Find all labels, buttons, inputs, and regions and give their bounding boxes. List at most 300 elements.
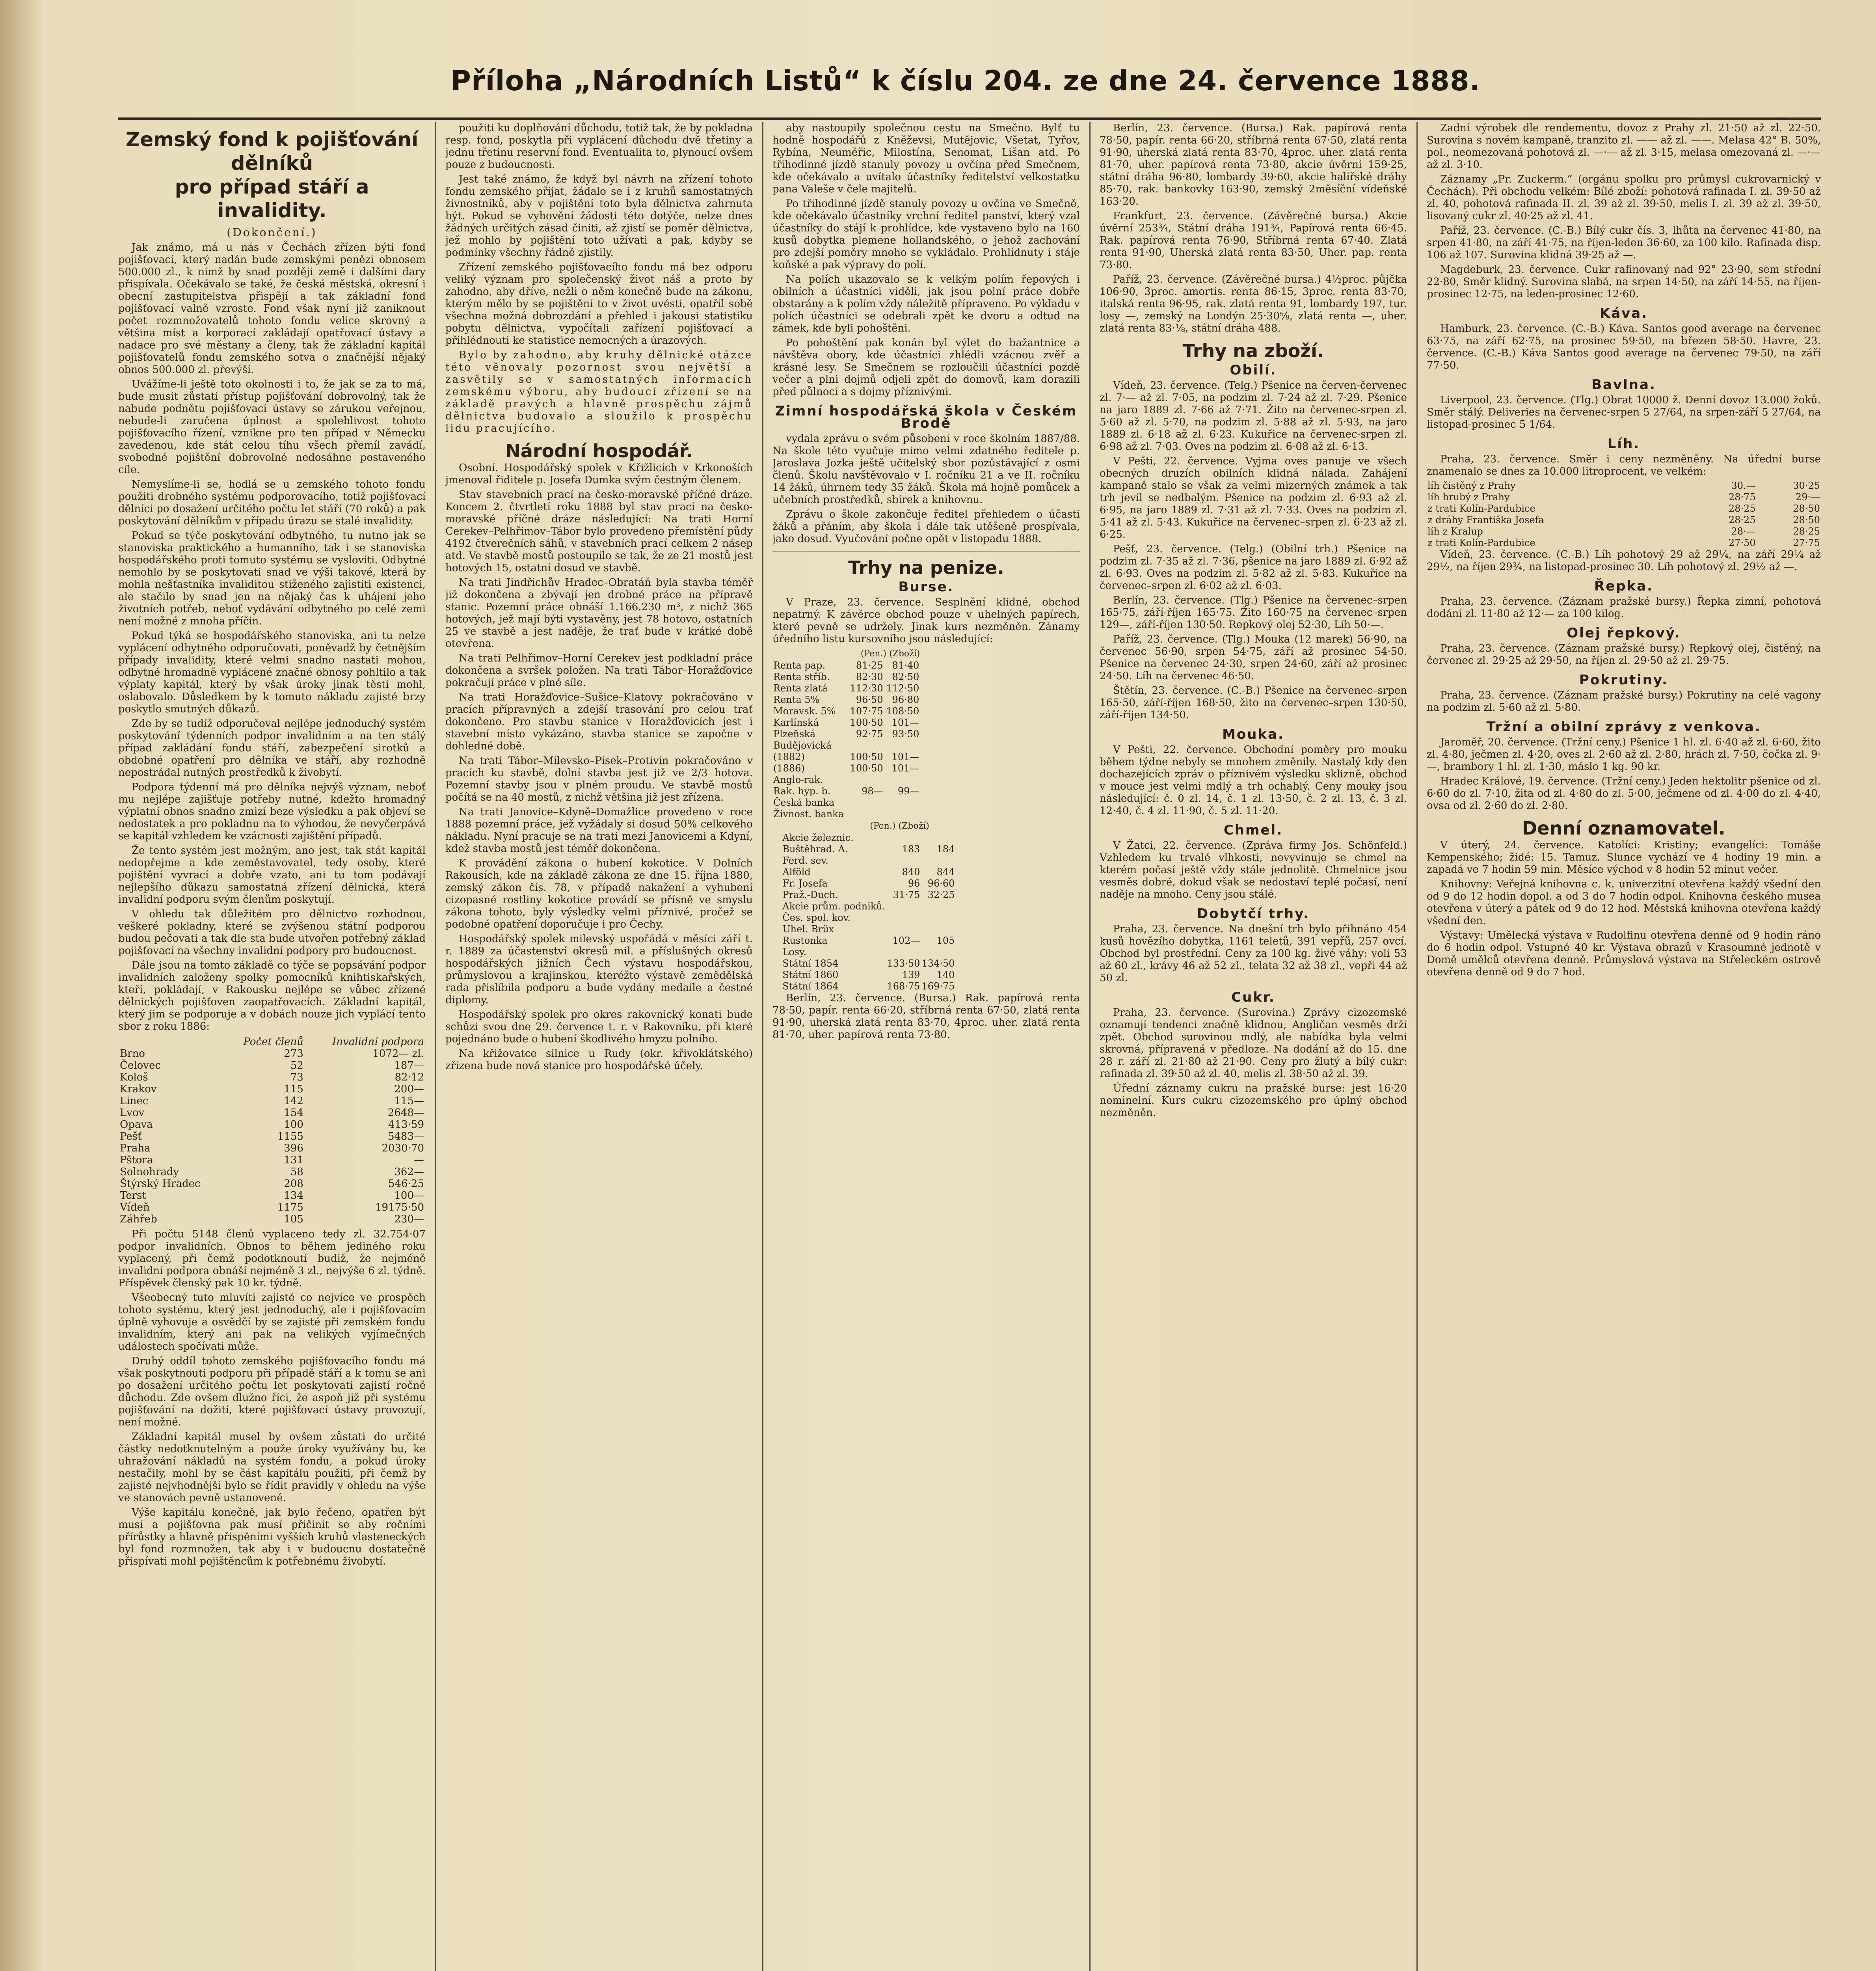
- quote-ask: 101—: [891, 717, 919, 728]
- quote-bid: 28·25: [1728, 503, 1756, 514]
- quote-name: Rustonka: [782, 935, 828, 946]
- paragraph: Že tento systém jest možným, ano jest, tak stát kapitál nedopřejme a kde zeměstavovatel, tedy osoby, které pojištění vyvrací a dobře vzato, ani tu tom podávají nejlepšího důkazu samostatná zřízení dělnická, která invalidní podporu svým členům poskytují.: [118, 845, 426, 905]
- table-row: [118, 1190, 426, 1202]
- members-cell: 73: [290, 1071, 303, 1083]
- paragraph: Praha, 23. července. Směr i ceny nezměněny. Na úřední burse znamenalo se dnes za 10.000 litroprocent, ve velkém:: [1427, 453, 1821, 477]
- paragraph: Praha, 23. července. (Záznam pražské bursy.) Repkový olej, čistěný, na červenec zl. 29·25 až 29·50, na říjen zl. 29·50 až zl. 29·75.: [1427, 643, 1821, 667]
- table-row: [118, 1213, 426, 1225]
- amount-cell: 1072— zl.: [372, 1048, 424, 1060]
- quote-ask: [921, 946, 955, 958]
- quote-name: Karlínská: [773, 717, 819, 728]
- quote-bid: 112·30: [850, 683, 883, 694]
- quote-ask: 96·60: [927, 878, 955, 889]
- quote-name: (1882): [773, 751, 805, 762]
- quote-name: Renta 5%: [773, 694, 820, 705]
- table-row: [118, 1142, 426, 1154]
- amount-cell: 187—: [394, 1060, 424, 1071]
- paragraph: Magdeburk, 23. července. Cukr rafinovaný nad 92° 23·90, sem střední 22·80, Směr klidný. Surovina slabá, na srpen 14·50, na září 14·55, na říjen-prosinec 12·75, na leden-prosinec 12·60.: [1427, 264, 1821, 300]
- quote-row: [772, 706, 920, 717]
- article-subtitle: (Dokončení.): [227, 226, 317, 239]
- table-row: [118, 1166, 426, 1178]
- paragraph: aby nastoupily společnou cestu na Smečno. Bylť tu hodně hospodářů z Kněževsi, Mutějovic, Všetat, Tyřov, Rybína, Neuměřic, Milostína, Senomat, Lišan atd. Po třihodinné jízdě stanuly povozy u ovčína před Smečnem, kde očekávalo a uvítalo účastníky ředitelství velkostatku pana Valeše v čele majitelů.: [772, 122, 1080, 195]
- page-margin-shadow: [0, 0, 43, 1971]
- quote-bid: 82·30: [856, 671, 883, 682]
- quote-row: [782, 958, 955, 969]
- quote-ask: 134·50: [921, 958, 955, 969]
- quote-ask: 93·50: [892, 728, 919, 740]
- market-quotes: [772, 648, 1080, 992]
- quote-ask: [921, 855, 955, 866]
- paragraph: Paříž, 23. července. (Závěrečné bursa.) 4½proc. půjčka 106·90, 3proc. amortis. renta 86·15, 3proc. renta 83·70, italská renta 96·95, rak. zlatá renta 91, lombardy 197, tur. losy —, zemský na Londýn 25·30⅝, zlatá renta —, uher. zlatá renta 83·⅛, státní dráha 488.: [1100, 274, 1407, 334]
- amount-cell: 115—: [394, 1095, 424, 1107]
- quote-row: [1427, 537, 1821, 549]
- quote-bid: [886, 912, 921, 924]
- subsection-title-mouka: Mouka.: [1222, 727, 1284, 742]
- paragraph: Hospodářský spolek milevský uspořádá v měsíci září t. r. 1889 za účastenství okresů mil. a příslušných okresů hospodářských jižních Čech výstavu hospodářskou, průmyslovou a krajinskou, kteréžto výstavě zemědělská rada přislíbila podporu a bude vydány medaile a čestné diplomy.: [445, 933, 753, 1006]
- page-header: [118, 47, 1813, 114]
- quote-name: z dráhy Františka Josefa: [1427, 514, 1544, 525]
- quote-bid: 133·50: [887, 958, 920, 969]
- quote-bid: [848, 774, 884, 786]
- paragraph: Vídeň, 23. července. (C.-B.) Líh pohotový 29 až 29¼, na září 29¼ až 29½, na říjen 29¾, na listopad-prosinec 30. Líh pohotový zl. 29½ až —.: [1427, 549, 1821, 573]
- members-cell: 105: [284, 1213, 303, 1225]
- city-cell: Praha: [120, 1142, 151, 1154]
- table-row: [118, 1178, 426, 1190]
- quote-ask: 101—: [891, 763, 919, 774]
- quote-name: Buštěhrad. A.: [782, 844, 848, 855]
- columns: [118, 122, 1821, 1971]
- city-cell: Štýrský Hradec: [120, 1178, 201, 1190]
- members-cell: 134: [284, 1190, 303, 1202]
- quote-bid: [848, 797, 884, 809]
- column-divider: [1089, 122, 1091, 1971]
- quote-name: Anglo-rak.: [773, 774, 823, 785]
- table-row: [118, 1071, 426, 1083]
- paragraph: Pešť, 23. července. (Telg.) (Obilní trh.) Pšenice na podzim zl. 7·35 až zl. 7·36, pšenice na jaro 1889 zl. 6·92 až zl. 6·93. Oves na podzim zl. 5·82 až zl. 5·83. Kukuřice na červenec–srpen zl. 6·02 až zl. 6·03.: [1100, 543, 1407, 592]
- members-cell: 131: [284, 1154, 303, 1166]
- quote-ask: [884, 774, 920, 786]
- subsection-title-cukr: Cukr.: [1231, 989, 1275, 1005]
- members-cell: 58: [290, 1166, 303, 1178]
- quote-name: (1886): [773, 763, 805, 774]
- city-cell: Pešť: [120, 1131, 142, 1142]
- quote-name: líh z Kralup: [1427, 526, 1483, 537]
- paragraph: Berlín, 23. července. (Tlg.) Pšenice na červenec–srpen 165·75, září-říjen 165·75. Žito 160·75 na červenec–srpen 129—, září-říjen 130·50. Repkový olej 52·30, Líh 50·—.: [1100, 594, 1407, 631]
- quote-row: [772, 809, 920, 820]
- quote-ask: 27·75: [1793, 537, 1820, 548]
- city-cell: Brno: [120, 1048, 145, 1060]
- quote-bid: [848, 809, 884, 820]
- quote-name: Akcie prům. podniků.: [782, 901, 886, 912]
- table-row: [118, 1154, 426, 1166]
- amount-cell: 230—: [394, 1213, 424, 1225]
- quote-name: Čes. spol. kov.: [782, 912, 851, 923]
- paragraph: Jest také známo, že když byl návrh na zřízení tohoto fondu zemského přijat, žádalo se i z kruhů samostatných živnostníků, aby v pojištění toto byla dělnictva zahrnuta být. Pokud se vyhovění žádosti této dotýče, nelze dnes žádných určitých zásad činiti, až zjistí se poměr dělnictva, jež mohlo by pojištění toto užívati a pak, kdyby se podmínky všechny řádně zjistily.: [445, 173, 753, 259]
- city-cell: Terst: [120, 1190, 146, 1202]
- table-row: [118, 1048, 426, 1060]
- column-divider: [435, 122, 436, 1971]
- subsection-title-repka: Řepka.: [1594, 578, 1654, 594]
- amount-cell: 2030·70: [382, 1142, 424, 1154]
- quote-row: [772, 763, 920, 774]
- paragraph: Všeobecný tuto mluvíti zajisté co nejvíce ve prospěch tohoto systému, který jest jednoduchý, ale i pojišťovacím úplně vyhovuje a osvědčí by se zajisté při zemském fondu invalidním, který ani pak na velikých vyjímečných událostech spočívati může.: [118, 1292, 426, 1353]
- city-cell: Záhřeb: [120, 1213, 157, 1225]
- subsection-title-bavlna: Bavlna.: [1591, 377, 1656, 393]
- quote-row: [772, 683, 920, 694]
- quote-row: [782, 981, 955, 992]
- paragraph: V úterý, 24. července. Katolíci: Kristiny; evangelíci: Tomáše Kempenského; židé: 15. Tamuz. Slunce vychází ve 4 hodiny 19 min. a zapadá ve 7 hodin 59 min. Měsíce východ v 8 hodin 52 minut večer.: [1427, 839, 1821, 876]
- quote-row: [782, 832, 955, 844]
- quote-ask: 82·50: [892, 671, 919, 682]
- paragraph: Berlín, 23. července. (Bursa.) Rak. papírová renta 78·50, papír. renta 66·20, stříbrná renta 67·50, zlatá renta 91·90, uherská zlatá renta 83·70, 4proc. uher. zlatá renta 81·70, uher. papírová renta 73·80.: [772, 992, 1080, 1041]
- paragraph: Liverpool, 23. července. (Tlg.) Obrat 10000 ž. Denní dovoz 13.000 žoků. Směr stálý. Deliveries na červenec-srpen 5 27/64, na srpen-září 5 27/64, na listopad-prosinec 5 1/64.: [1427, 394, 1821, 430]
- amount-cell: 546·25: [388, 1178, 424, 1190]
- quote-ask: 112·50: [886, 683, 919, 694]
- column-4: [1100, 122, 1407, 1971]
- section-title-trhy-na-penize: Trhy na penize.: [848, 557, 1004, 578]
- paragraph: Praha, 23. července. (Záznam pražské bursy.) Řepka zimní, pohotová dodání zl. 11·80 až 12·— za 100 kilog.: [1427, 596, 1821, 620]
- paragraph: Pokud se týče poskytování odbytného, tu nutno jak se stanoviska praktického a humanního, tak i se stanoviska hospodářského proti tomuto systému se vysloviti. Odbytné nemohlo by se poskytovati snad ve výši takové, která by mohla nešťastníka invaliditou stiženého zajistiti existenci, ale stačilo by snad jen na nějaký čas k uhájení jeho životních potřeb, neboť vydávání odbytného po celé zemi není možné z mnoha příčin.: [118, 530, 426, 627]
- paragraph: Vídeň, 23. července. (Telg.) Pšenice na červen-červenec zl. 7·— až zl. 7·05, na podzim zl. 7·24 až zl. 7·29. Pšenice na jaro 1889 zl. 7·66 až 7·71. Žito na červenec-srpen zl. 5·60 až zl. 5·70, na podzim zl. 5·88 až zl. 5·93, na jaro 1889 zl. 6·18 až zl. 6·23. Kukuřice na červenec-srpen zl. 6·98 až zl. 7·03. Oves na podzim zl. 6·08 až zl. 6·13.: [1100, 380, 1407, 453]
- quote-row: [1427, 526, 1821, 537]
- quote-name: Renta stříb.: [773, 671, 830, 682]
- amount-cell: 413·59: [388, 1119, 424, 1131]
- quote-ask: [884, 809, 920, 820]
- quote-bid: 28·—: [1731, 526, 1756, 537]
- paragraph: Při počtu 5148 členů vyplaceno tedy zl. 32.754·07 podpor invalidních. Obnos to během jediného roku vyplacený, při čemž podotknouti budiž, že nejméně invalidní podpora obnáší nejméně 3 zl., nejvýše 6 zl. týdně. Příspěvek členský pak 10 kr. týdně.: [118, 1228, 426, 1289]
- quote-list: [782, 832, 955, 992]
- members-cell: 273: [284, 1048, 303, 1060]
- city-cell: Vídeň: [120, 1202, 150, 1213]
- amount-cell: 82·12: [395, 1071, 424, 1083]
- paragraph: Stav stavebních prací na česko-moravské příčné dráze. Koncem 2. čtvrtletí roku 1888 byl stav prací na česko-moravské příčné dráze následující: Na trati Horní Cerekev–Pelhřimov–Tábor bylo provedeno přemístění půdy 4192 čtverečních sáhů, v stavebních prací celkem 2 násep atd. Ve stavbě mostů postoupilo se tak, že ze 21 mostů jest hotových 15, ostatní dosud ve stavbě.: [445, 489, 753, 574]
- paragraph: Po pohoštění pak konán byl výlet do bažantnice a návštěva obory, kde účastníci zhlédli vzácnou zvěř a krásné lesy. Se Smečnem se rozloučili účastníci pozdě večer a plni dojmů odjeli zpět do domovů, kam dorazili před půlnocí a s dojmy příznivými.: [772, 337, 1080, 398]
- paragraph: Nemyslíme-li se, hodlá se u zemského tohoto fondu použiti drobného systému podporovacího, totiž pojišťovací dělníci po dosažení určitého počtu let stáří (70 roků) a pak poskytování dělníkům v případu úrazu se stalé invalidity.: [118, 479, 426, 527]
- quote-name: Ferd. sev.: [782, 855, 828, 866]
- quote-row: [772, 797, 920, 809]
- members-cell: 142: [284, 1095, 303, 1107]
- quote-row: [772, 786, 920, 797]
- paragraph: Zřízení zemského pojišťovacího fondu má bez odporu veliký význam pro společenský život náš a proto by zahodno, aby dříve, nežli o něm konečně bude na zákonu, kterým mělo by se pojištění to v život uvésti, opatřil sobě všechna možná dobrozdání a přehled i jakousi statistiku pobytu dělnictva, vypočítali zařízení pojišťovací a přihlédnouti ke statistice nemocných a úrazových.: [445, 261, 753, 347]
- quote-bid: [848, 740, 884, 751]
- invalid-support-table: [118, 1036, 426, 1225]
- paragraph: Záznamy „Pr. Zuckerm.“ (orgánu spolku pro průmysl cukrovarnický v Čechách). Při obchodu velkém: Bílé zboží: pohotová rafinada I. zl. 39·50 až zl. 40, pohotová rafinada II. zl. 39 až zl. 39·50, melis I. zl. 39 až zl. 39·50, lisovaný cukr zl. 40·25 až zl. 41.: [1427, 173, 1821, 222]
- quote-name: líh čistěný z Prahy: [1427, 480, 1516, 491]
- quote-row: [1427, 480, 1821, 492]
- quote-row: [772, 728, 920, 740]
- table-header-members: Počet členů: [243, 1036, 303, 1048]
- quote-bid: 98—: [862, 786, 883, 797]
- paragraph: Na trati Pelhřimov–Horní Cerekev jest podkladní práce dokončena a svršek položen. Na trati Tábor–Horažďovice pokračují práce v plné síle.: [445, 652, 753, 689]
- members-cell: 1155: [277, 1131, 303, 1142]
- quote-row: [782, 969, 955, 981]
- quote-ask: [921, 901, 955, 912]
- city-cell: Krakov: [120, 1083, 157, 1095]
- quote-ask: [921, 912, 955, 924]
- quote-row: [1427, 492, 1821, 503]
- quote-ask: 140: [936, 969, 955, 980]
- city-cell: Lvov: [120, 1107, 145, 1119]
- quote-row: [1427, 514, 1821, 526]
- quote-row: [782, 889, 955, 901]
- members-cell: 154: [284, 1107, 303, 1119]
- paragraph: Zprávu o škole zakončuje ředitel přehledem o účasti žáků a přáním, aby škola i dále tak utěšeně prospívala, jako dosud. Vyučování počne opět v listopadu 1888.: [772, 509, 1080, 545]
- quote-name: Plzeňská: [773, 728, 816, 740]
- quote-name: Losy.: [782, 946, 807, 958]
- quote-bid: 107·75: [850, 706, 883, 717]
- city-cell: Opava: [120, 1119, 153, 1131]
- quote-ask: 29·—: [1795, 492, 1820, 503]
- amount-cell: 2648—: [387, 1107, 424, 1119]
- amount-cell: 5483—: [387, 1131, 424, 1142]
- quote-name: Státní 1864: [782, 981, 839, 992]
- quote-ask: 81·40: [892, 660, 919, 671]
- quote-row: [772, 774, 920, 786]
- quote-bid: 31·75: [893, 889, 920, 900]
- quote-bid: 102—: [892, 935, 920, 946]
- table-row: [118, 1107, 426, 1119]
- quote-ask: 184: [936, 844, 955, 855]
- quote-ask: 99—: [897, 786, 919, 797]
- paragraph: Knihovny: Veřejná knihovna c. k. univerzitní otevřena každý všední den od 9 do 12 hodin dopol. a od 3 do 7 hodin odpol. Knihovna českého musea otevřena v úterý a pátek od 9 do 12 hod. Městská knihovna otevřena každý všední den.: [1427, 878, 1821, 927]
- quote-head: (Pen.) (Zboží): [870, 821, 929, 831]
- paragraph: V Pešti, 22. července. Obchodní poměry pro mouku během týdne nebyly se mnohem změnily. Nastalý kdy den dochazejících zpráv o příznivém výsledku sklizně, obchod v mouce jest velmi mdlý a trh ochablý. Ceny mouky jsou následující: č. 0 zl. 14, č. 1 zl. 13·50, č. 2 zl. 13, č. 3 zl. 12·40, č. 4 zl. 11·90, č. 5 zl. 11·20.: [1100, 744, 1407, 817]
- quote-row: [782, 901, 955, 912]
- subsection-title-olej: Olej řepkový.: [1567, 625, 1681, 641]
- amount-cell: 100—: [394, 1190, 424, 1202]
- subsection-title-burse: Burse.: [898, 579, 954, 595]
- section-title-trhy-na-zbozi: Trhy na zboží.: [1182, 340, 1324, 361]
- quote-ask: 30·25: [1793, 480, 1820, 491]
- paragraph: Po třihodinné jízdě stanuly povozy u ovčína ve Smečně, kde očekávalo účastníky vrchní ředitel panství, který vzal účastníky do stájí k prohlídce, kde vystaveno bylo na 160 kusů dobytka plemene hollandského, o jehož zachování pro zdejší poměry mnoho se vykládalo. Prohlídnuty i stáje koňské a pak výpravy do polí.: [772, 198, 1080, 271]
- paragraph: použiti ku doplňování důchodu, totiž tak, že by pokladna resp. fond, poskytla při vyplácení důchodu dvě třetiny a jednu třetinu reservní fond. Eventualita to, plynoucí ovšem pouze z budoucnosti.: [445, 122, 753, 171]
- paragraph: V ohledu tak důležitém pro dělnictvo rozhodnou, veškeré pokladny, které se zvýšenou státní podporou budou pečovati a tak dle sta bude utvořen potřebný základ pojišťovací na všechny invalidní podpory pro budoucnost.: [118, 908, 426, 957]
- column-5: [1427, 122, 1821, 1971]
- quote-row: [1427, 503, 1821, 514]
- quote-row: [782, 946, 955, 958]
- quote-bid: 28·75: [1728, 492, 1756, 503]
- quote-ask: 28·25: [1793, 526, 1820, 537]
- quote-list: [772, 660, 920, 820]
- quote-name: Alföld: [782, 866, 811, 877]
- quote-ask: 844: [936, 866, 955, 877]
- subsection-title-venkov: Tržní a obilní zprávy z venkova.: [1486, 719, 1761, 735]
- quote-bid: 100·50: [850, 763, 883, 774]
- table-row: [118, 1083, 426, 1095]
- quote-row: [782, 935, 955, 946]
- subsection-title-lih: Líh.: [1607, 436, 1640, 452]
- paragraph: vydala zprávu o svém působení v roce školním 1887/88. Na škole této vyučuje mimo velmi zdatného ředitele p. Jaroslava Jozka ještě učitelský sbor pozůstávající z osmi členů. Školu navštěvovalo v I. ročníku 21 a ve II. ročníku 14 žáků, úhrnem tedy 35 žáků. Škola má hojně pomůcek a učebních prostředků, sbírek a knihovnu.: [772, 433, 1080, 506]
- members-cell: 115: [284, 1083, 303, 1095]
- paragraph: Frankfurt, 23. července. (Závěrečné bursa.) Akcie úvěrní 253¾, Státní dráha 191¾, Papírová renta 66·45. Rak. papírová renta 76·90, Stříbrná renta 67·40. Zlatá renta 91·90, Uherská zlatá renta 83·50, Uher. pap. renta 73·80.: [1100, 210, 1407, 271]
- paragraph: Na trati Jindřichův Hradec–Obratáň byla stavba téměř již dokončena a zbývají jen drobné práce na přípravě stanic. Pozemní práce obnáší 1.166.230 m³, z nichž 365 hotových, jež mají býti vystavěny, jest 78 hotovo, ostatních 25 ve stavbě a jest naděje, že trať bude v krátké době otevřena.: [445, 577, 753, 650]
- quote-name: z trati Kolín-Pardubice: [1427, 537, 1535, 548]
- quote-name: Státní 1854: [782, 958, 839, 969]
- quote-ask: 169·75: [921, 981, 955, 992]
- quote-bid: [886, 832, 921, 844]
- quote-bid: 168·75: [887, 981, 920, 992]
- quote-name: líh hrubý z Prahy: [1427, 492, 1510, 503]
- paragraph: Paříž, 23. července. (Tlg.) Mouka (12 marek) 56·90, na červenec 56·90, srpen 54·75, září až prosinec 54·50. Pšenice na červenec 24·30, srpen 24·60, září až prosinec 24·50. Líh na červenec 46·50.: [1100, 633, 1407, 682]
- paragraph: K provádění zákona o hubení kokotice. V Dolních Rakousích, kde na základě zákona ze dne 15. října 1880, zemský zákon čís. 78, v případě nakažení a vyhubení cizopasné rostliny kokotice provádí se přísně ve smyslu zákona tohoto, byly výsledky velmi příznivé, pročež se podobné opatření doporučuje i pro Čechy.: [445, 857, 753, 930]
- paragraph: Praha, 23. července. (Záznam pražské bursy.) Pokrutiny na celé vagony na podzim zl. 5·60 až zl. 5·80.: [1427, 689, 1821, 714]
- quote-bid: 96·50: [856, 694, 883, 705]
- table-row: [118, 1060, 426, 1071]
- paragraph: Hradec Králové, 19. července. (Tržní ceny.) Jeden hektolitr pšenice od zl. 6·60 do zl. 7·10, žita od zl. 4·80 do zl. 5·00, ječmene od zl. 4·00 do zl. 4·40, ovsa od zl. 2·60 do zl. 2·80.: [1427, 775, 1821, 812]
- paragraph: Hospodářský spolek pro okres rakovnický konati bude schůzi svou dne 29. července t. r. v Rakovníku, při které pojednáno bude o hubení škodlivého hmyzu polního.: [445, 1009, 753, 1045]
- quote-bid: 27·50: [1728, 537, 1756, 548]
- table-row: [118, 1095, 426, 1107]
- article-title: [118, 128, 426, 222]
- paragraph: Štětín, 23. července. (C.-B.) Pšenice na červenec–srpen 165·50, září-říjen 168·50, žito na červenec–srpen 130·50, září-říjen 134·50.: [1100, 685, 1407, 721]
- subsection-title-dobytci-trhy: Dobytčí trhy.: [1197, 906, 1310, 922]
- market-quotes-left: [772, 648, 920, 820]
- quote-bid: 183: [902, 844, 920, 855]
- paragraph: Na křižovatce silnice u Rudy (okr. křivoklátského) zřízena bude nová stanice pro hospodářské účely.: [445, 1048, 753, 1072]
- paragraph: Jaroměř, 20. července. (Tržní ceny.) Pšenice 1 hl. zl. 6·40 až zl. 6·60, žito zl. 4·80, ječmen zl. 4·20, oves zl. 2·60 až zl. 2·80, hrách zl. 7·50, čočka zl. 9·—, brambory 1 hl. zl. 1·30, máslo 1 kg. 90 kr.: [1427, 736, 1821, 773]
- quote-bid: [886, 855, 921, 866]
- paragraph: Osobní. Hospodářský spolek v Křižlicích v Krkonoších jmenoval řiditele p. Josefa Dumka svým čestným členem.: [445, 462, 753, 486]
- market-quotes-right: [782, 820, 955, 992]
- members-cell: 396: [284, 1142, 303, 1154]
- section-title-denni-oznamovatel: Denní oznamovatel.: [1522, 818, 1725, 839]
- amount-cell: 362—: [394, 1166, 424, 1178]
- paragraph: Podpora týdenní má pro dělníka nejvýš význam, neboť mu nejlépe zajišťuje potřeby nutné, kdežto hromadný výplatní obnos snadno zmizí beze výsledku a pak objeví se nedostatek a pro pokladnu na to výhodou, že nevyčerpává se kapitál vzhledem ke vzácnosti zajištění případů.: [118, 781, 426, 842]
- table-row: [118, 1119, 426, 1131]
- page-title: Příloha „Národních Listů“ k číslu 204. ze dne 24. července 1888.: [450, 65, 1481, 97]
- subsection-title-chmel: Chmel.: [1223, 822, 1283, 838]
- quote-bid: 28·25: [1728, 514, 1756, 525]
- quote-ask: 28·50: [1793, 503, 1820, 514]
- quote-ask: [921, 924, 955, 935]
- quote-row: [772, 671, 920, 683]
- city-cell: Solnohrady: [120, 1166, 179, 1178]
- quote-bid: 96: [908, 878, 920, 889]
- subsection-title: Zimní hospodářská škola v Českém Brodě: [775, 403, 1078, 431]
- paragraph: Paříž, 23. července. (C.-B.) Bílý cukr čís. 3, lhůta na červenec 41·80, na srpen 41·80, na září 41·75, na říjen-leden 36·60, za 100 kilo. Rafinada disp. 106 až 107. Surovina klidná 39·25 až —.: [1427, 225, 1821, 261]
- paragraph: Na trati Horažďovice–Sušice–Klatovy pokračováno v pracích přípravných a zdejší trasování pro celou trať dokončeno. Pro stavbu stanice v Horažďovicích jest i stavební místo vykázáno, stavba stanice se započne v dohledné době.: [445, 691, 753, 752]
- quote-ask: 96·80: [892, 694, 919, 705]
- subsection-title-kava: Káva.: [1599, 306, 1648, 321]
- article-title-line1: Zemský fond k pojišťování dělníků: [125, 128, 419, 175]
- quote-ask: 105: [936, 935, 955, 946]
- quote-ask: 32·25: [927, 889, 955, 900]
- quote-bid: 100·50: [850, 751, 883, 762]
- paragraph: Na polích ukazovalo se k velkým polím řepových i obilních a účastníci viděli, jak jsou polní práce dobře obstarány a k polím vždy náležitě přípraveno. Po výkladu v polích účastníci se odebrali zpět ke dvoru a odtud na zámek, kde byli pohoštěni.: [772, 274, 1080, 334]
- paragraph: Na trati Janovice–Kdyně–Domažlice provedeno v roce 1888 pozemní práce, jež vyžádaly si dosud 50% celkového nákladu. Nyní pracuje se na trati mezi Janovicemi a Kdyní, kdež stavba mostů jest téměř dokončena.: [445, 806, 753, 855]
- quote-bid: 81·25: [856, 660, 883, 671]
- paragraph: Jak známo, má u nás v Čechách zřízen býti fond pojišťovací, který nadán bude zemskými penězi obnosem 500.000 zl., k nimž by snad později země i dalšími dary přispívala. Očekávalo se také, že česká městská, okresní i obecní zastupitelstva přispějí a tak základní fond pojišťovací valně vzroste. Fond však nyní již zaniknout počet rozmnožovatelů tohoto fondu velice skrovný a většina míst a korporací zakládají opatřovací ústavy a nadace pro své městany a členy, tak že základní kapitál pojišťovatelů fondu zemského sotva o značnější nějaký obnos 500.000 zl. převýší.: [118, 242, 426, 376]
- quote-name: Renta pap.: [773, 660, 825, 671]
- table-body: [118, 1048, 426, 1225]
- amount-cell: 200—: [394, 1083, 424, 1095]
- paragraph: Úřední záznamy cukru na pražské burse: jest 16·20 nominelní. Kurs cukru cizozemského pro úplný obchod nezměněn.: [1100, 1082, 1407, 1119]
- members-cell: 100: [284, 1119, 303, 1131]
- header-rule: [118, 117, 1821, 120]
- table-row: [118, 1131, 426, 1142]
- paragraph: Bylo by zahodno, aby kruhy dělnické otázce této věnovaly pozornost svou největší a zasvětily se v samostatných informacích zemskému výboru, aby budoucí zřízení se na základě pravých a hlavně prospěchu zájmů dělnictva budovalo a sloužilo k prospěchu lidu pracujícího.: [445, 349, 753, 434]
- quote-row: [782, 855, 955, 866]
- quote-bid: 100·50: [850, 717, 883, 728]
- paragraph: V Žatci, 22. července. (Zpráva firmy Jos. Schönfeld.) Vzhledem ku trvalé vlhkosti, nevyvinuje se chmel na kterém počasí ještě vždy stále jednolitě. Chmelnice jsou vesměs dobré, dokud však se nedostaví teplé počasí, není naděje na mnoho. Ceny jsou stálé.: [1100, 840, 1407, 900]
- quote-name: Živnost. banka: [773, 809, 844, 820]
- quote-name: z trati Kolín-Pardubice: [1427, 503, 1535, 514]
- paragraph: Praha, 23. července. (Surovina.) Zprávy cizozemské oznamují tendenci značně klidnou, Angličan vesměs drží zpět. Obchod surovinou mdlý, ale nabídka byla velmi skrovná, přípravená v předloze. Na dodání až do 15. dne 28 r. září zl. 21·80 až 21·90. Ceny pro žlutý a bílý cukr: rafinada zl. 39·50 až zl. 40, melis zl. 38·50 až zl. 39.: [1100, 1007, 1407, 1080]
- column-2: [445, 122, 753, 1971]
- quote-name: Česká banka: [773, 797, 835, 808]
- quote-ask: [884, 740, 920, 751]
- paragraph: Druhý oddíl tohoto zemského pojišťovacího fondu má však poskytnouti podporu při případě stáří a k tomu se ani po dosažení určitého počtu let poskytovati zajistí ročně důchodu. Zde ovšem dlužno říci, že aspoň již při systému pojišťování na dožití, které pojišťovací ústavy provozují, není možné.: [118, 1355, 426, 1428]
- quote-bid: [886, 946, 921, 958]
- paragraph: Hamburk, 23. července. (C.-B.) Káva. Santos good average na červenec 63·75, na září 62·75, na prosinec 59·50, na březen 58·50. Havre, 23. července. (C.-B.) Káva Santos good average na červenec 79·50, na září 77·50.: [1427, 323, 1821, 371]
- article-title-line2: pro případ stáří a invalidity.: [175, 175, 369, 222]
- quote-row: [782, 844, 955, 855]
- quote-ask: [921, 832, 955, 844]
- paragraph: Zde by se tudíž odporučoval nejlépe jednoduchý systém poskytování týdenních podpor invalidním a na ten stálý případ zakládání fondu stáří, zabezpečení sirotků a obdobné opatření pro dělníka ve stáří, aby rozhodně nepostrádal nutných prostředků k živobytí.: [118, 718, 426, 779]
- quote-name: Fr. Josefa: [782, 878, 828, 889]
- quote-ask: [884, 797, 920, 809]
- column-divider: [1416, 122, 1418, 1971]
- paragraph: Praha, 23. července. Na dnešní trh bylo přihnáno 454 kusů hovězího dobytka, 1161 teletů, 391 vepřů, 257 ovcí. Obchod byl prostřední. Ceny za 100 kg. živé váhy: voli 53 až 60 zl., krávy 46 až 52 zl., telata 32 až 38 zl., vepři 44 až 50 zl.: [1100, 923, 1407, 984]
- paragraph: Na trati Tábor–Milevsko–Písek–Protivín pokračováno v pracích ku stavbě, dolní stavba jest již ve 2/3 hotova. Pozemní stavby jsou v plném proudu. Ve stavbě mostů počítá se na 40 mostů, z nichž většina již jest zřízena.: [445, 755, 753, 803]
- paragraph: Zadní výrobek dle rendementu, dovoz z Prahy zl. 21·50 až zl. 22·50. Surovina s novém kampaně, tranzito zl. —— až zl. ——. Melasa 42° B. 50%, pol., neomezovaná pohotová zl. —·— až zl. 3·15, melasa omezovaná zl. —·— až zl. 3·10.: [1427, 122, 1821, 171]
- column-divider: [762, 122, 763, 1971]
- paragraph: V Praze, 23. července. Sesplnění klidné, obchod nepatrný. K závěrce obchod pouze v uhelných papírech, které pevně se udržely. Jinak kurs nezměněn. Zánamy úředního listu kursovního jsou následující:: [772, 596, 1080, 645]
- quote-row: [772, 660, 920, 671]
- quote-row: [772, 717, 920, 728]
- quote-row: [782, 866, 955, 878]
- members-cell: 52: [290, 1060, 303, 1071]
- lih-price-list: [1427, 480, 1821, 549]
- quote-row: [782, 912, 955, 924]
- quote-name: Akcie železnic.: [782, 832, 854, 843]
- quote-name: Moravsk. 5%: [773, 706, 836, 717]
- paragraph: Výše kapitálu konečně, jak bylo řečeno, opatřen být musí a pojišťovna pak musí přičinit se aby ročními přírůstky a hlavně přispěními vyšších kruhů vlasteneckých byl fond rozmnožen, tak aby i v budoucnu dostatečně přispívati mohl pojištěncům k potřebnému živobytí.: [118, 1507, 426, 1567]
- table-header-amount: Invalidní podpora: [332, 1036, 424, 1048]
- paragraph: Výstavy: Umělecká výstava v Rudolfinu otevřena denně od 9 hodin ráno do 6 hodin odpol. Vstupné 40 kr. Výstava obrazů v Krasoumné jednotě v Domě umělců otevřena denně. Průmyslová výstava na Střeleckém ostrově otevřena denně od 9 do 7 hod.: [1427, 930, 1821, 978]
- quote-name: Budějovická: [773, 740, 832, 751]
- quote-ask: 101—: [891, 751, 919, 762]
- amount-cell: —: [414, 1154, 424, 1166]
- paragraph: V Pešti, 22. července. Vyjma oves panuje ve všech obecných druzích obilních klidná nálada. Zahájení kampaně stalo se však za velmi mizerných známek a tak trh jevil se nedbalým. Pšenice na podzim zl. 6·93 až zl. 6·95, na jaro 1889 zl. 7·31 až zl. 7·33. Oves na podzim zl. 5·41 až zl. 5·43. Kukuřice na červenec–srpen zl. 6·23 až zl. 6·25.: [1100, 455, 1407, 540]
- quote-bid: 30.—: [1731, 480, 1756, 491]
- quote-row: [782, 878, 955, 889]
- city-cell: Čelovec: [120, 1060, 161, 1071]
- table-row: [118, 1202, 426, 1213]
- table-header-row: [118, 1036, 426, 1048]
- paragraph: Dále jsou na tomto základě co týče se popsávání podpor invalidních založeny spolky pomocníků knihtiskařských, kteří, pokládají, v Rakousku nejlépe se vůbec zřízené dělnických pojišťoven zaopatřovacích. Základní kapitál, který jim se podporuje a v dobách nouze jich vyplácí tento sbor z roku 1886:: [118, 959, 426, 1032]
- city-cell: Pštora: [120, 1154, 153, 1166]
- quote-bid: [886, 924, 921, 935]
- paragraph: Berlín, 23. července. (Bursa.) Rak. papírová renta 78·50, papír. renta 66·20, stříbrná renta 67·50, zlatá renta 91·90, uherská zlatá renta 83·70, 4proc. uher. zlatá renta 81·70, uher. papírová renta 73·80, akcie úvěrní 159·25, státní dráha 96·80, lombardy 39·60, akcie halířské dráhy 85·70, rak. bankovky 163·90, zemský 2měsíční vídeňské 163·20.: [1100, 122, 1407, 207]
- members-cell: 208: [284, 1178, 303, 1190]
- quote-row: [782, 924, 955, 935]
- section-title-narodni-hospodar: Národní hospodář.: [505, 440, 693, 462]
- quote-row: [772, 694, 920, 706]
- quote-name: Praž.-Duch.: [782, 889, 838, 900]
- column-3: [772, 122, 1080, 1971]
- paragraph: Uvážíme-li ještě toto okolnosti i to, že jak se za to má, bude musit zůstati přístup pojišťování dobrovolný, tak že nabude podnětu pojišťovací ústavy se zárukou veřejnou, nebude-li zaručena úplnost a spolehlivost tohoto pojišťovacího řízení, vznikne pro ten případ v Německu zavedenou, kde stát celou tíhu všech přemíl zavádí, svobodné pojištění dobrovolné nedosáhne postaveného cíle.: [118, 378, 426, 476]
- city-cell: Kološ: [120, 1071, 148, 1083]
- quote-name: Uhel. Brüx: [782, 924, 834, 935]
- quote-ask: 108·50: [886, 706, 919, 717]
- quote-ask: 28·50: [1793, 514, 1820, 525]
- subsection-title-pokrutiny: Pokrutiny.: [1579, 672, 1668, 688]
- column-1: [118, 122, 426, 1971]
- quote-name: Státní 1860: [782, 969, 839, 980]
- quote-row: [772, 751, 920, 763]
- amount-cell: 19175·50: [375, 1202, 424, 1213]
